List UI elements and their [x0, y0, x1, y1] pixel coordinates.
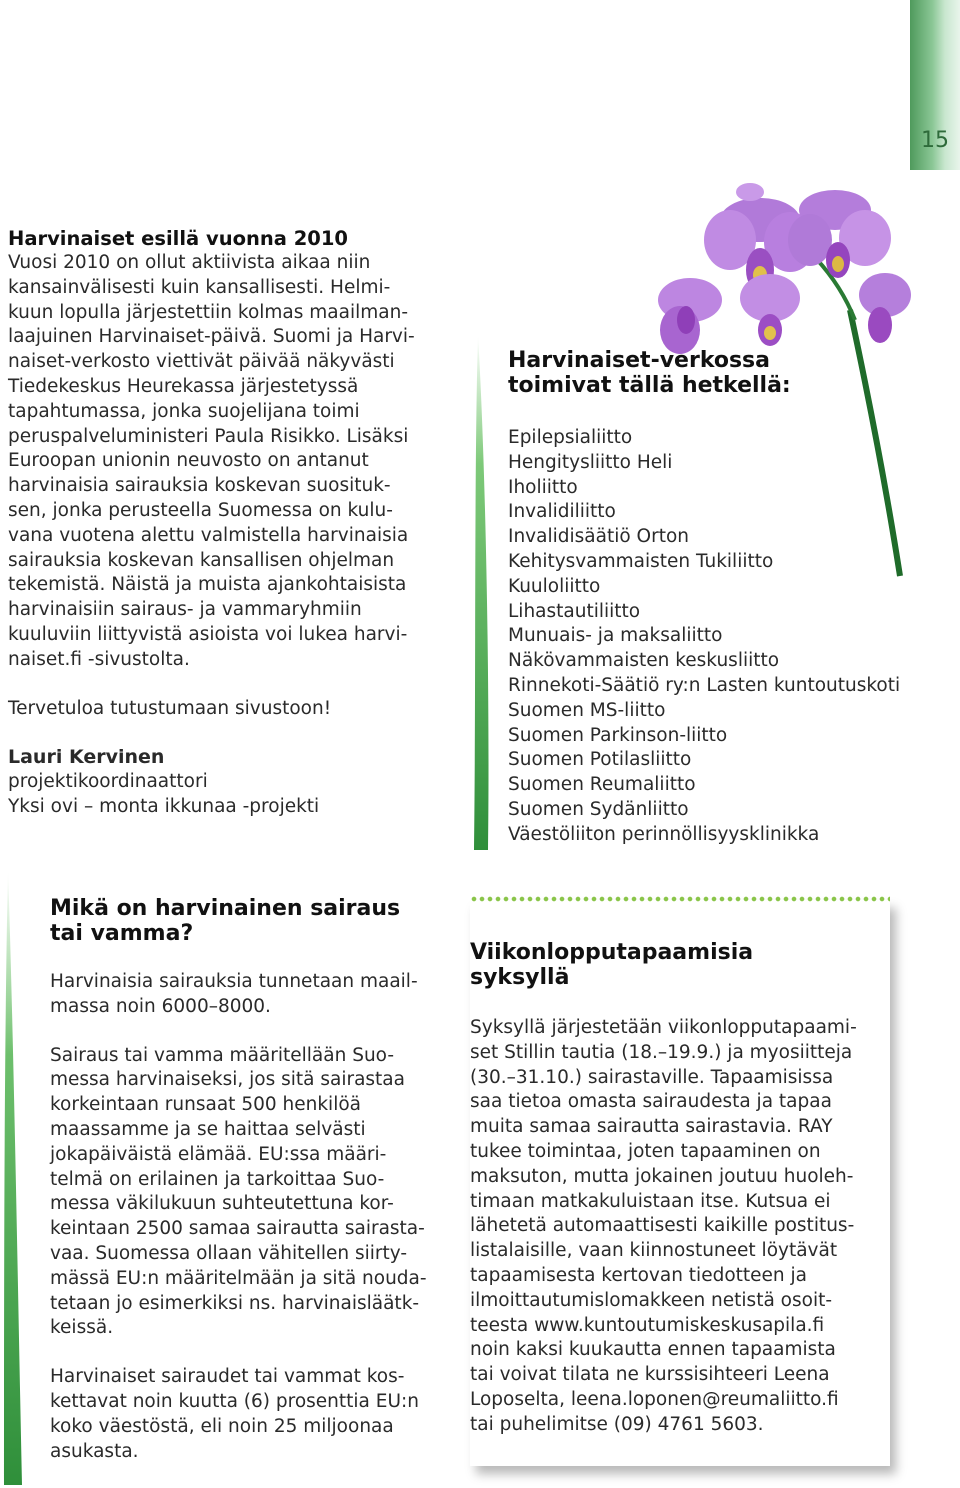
text-line: kuun lopulla järjestettiin kolmas maailman-: [8, 301, 409, 323]
text-line: saa tietoa omasta sairaudesta ja tapaa: [470, 1091, 832, 1113]
list-item: Suomen Sydänliitto: [508, 798, 689, 820]
weekend-title-line: syksyllä: [470, 965, 570, 990]
text-line: jokapäiväistä elämää. EU:ssa määri-: [50, 1143, 387, 1165]
weekend-title-line: Viikonlopputapaamisia: [470, 940, 754, 965]
weekend-body: [470, 1016, 890, 1438]
welcome-text: Tervetuloa tutustumaan sivustoon!: [8, 697, 332, 719]
text-line: tapaamisesta kertovan tiedotteen ja: [470, 1264, 807, 1286]
text-line: listalaisille, vaan kiinnostuneet löytävät: [470, 1240, 838, 1262]
text-line: tapahtumassa, jonka suojelijana toimi: [8, 400, 360, 422]
network-box: [472, 330, 932, 850]
text-line: telmä on erilainen ja tarkoittaa Suo-: [50, 1168, 385, 1190]
text-line: korkeintaan runsaat 500 henkilöä: [50, 1094, 361, 1116]
author-role: projektikoordinaattori: [8, 771, 208, 793]
text-line: harvinaisia sairauksia koskevan suosituk-: [8, 475, 391, 497]
text-line: mässä EU:n määritelmään ja sitä nouda-: [50, 1267, 427, 1289]
text-line: Harvinaiset sairaudet tai vammat kos-: [50, 1366, 405, 1388]
text-line: keissä.: [50, 1317, 114, 1339]
rare-paragraph-3: [50, 1365, 440, 1464]
list-item: Rinnekoti-Säätiö ry:n Lasten kuntoutuskoti: [508, 674, 901, 696]
text-line: tekemistä. Näistä ja muista ajankohtaisista: [8, 574, 407, 596]
orchid-flower: [788, 190, 891, 278]
text-line: sen, jonka perusteella Suomessa on kulu-: [8, 499, 393, 521]
text-line: Harvinaisia sairauksia tunnetaan maail-: [50, 971, 418, 992]
text-line: Tiedekeskus Heurekassa järjestetyssä: [8, 375, 359, 397]
text-line: (30.–31.10.) sairastaville. Tapaamisissa: [470, 1066, 834, 1088]
author-project: Yksi ovi – monta ikkunaa -projekti: [8, 795, 320, 817]
text-line: Euroopan unionin neuvosto on antanut: [8, 450, 369, 472]
list-item: Kuuloliitto: [508, 575, 601, 597]
text-line: asukasta.: [50, 1440, 139, 1462]
text-line: set Stillin tautia (18.–19.9.) ja myosiitteja: [470, 1041, 853, 1063]
weekend-meetings-box: [470, 900, 890, 1466]
text-line: maassamme ja se haittaa selvästi: [50, 1118, 366, 1140]
list-item: Invalidiliitto: [508, 501, 616, 523]
text-line: Syksyllä järjestetään viikonlopputapaami-: [470, 1017, 857, 1038]
text-line: tai voivat tilata ne kurssisihteeri Leena: [470, 1364, 830, 1386]
text-line: laajuinen Harvinaiset-päivä. Suomi ja Harvi-: [8, 326, 415, 348]
text-line: noin kaksi kuukautta ennen tapaamista: [470, 1339, 836, 1361]
author-name: Lauri Kervinen: [8, 746, 165, 769]
list-item: Suomen Parkinson-liitto: [508, 724, 728, 746]
text-line: naiset-verkosto viettivät päivää näkyvästi: [8, 351, 395, 373]
intro-heading: Harvinaiset esillä vuonna 2010: [8, 227, 348, 250]
text-line: Vuosi 2010 on ollut aktiivista aikaa niin: [8, 252, 371, 273]
list-item: Väestöliiton perinnöllisyysklinikka: [508, 823, 820, 845]
dotted-divider: [470, 896, 890, 902]
text-line: kuuluviin liittyvistä asioista voi lukea harvi-: [8, 623, 408, 645]
website-link[interactable]: teesta www.kuntoutumiskeskusapila.fi: [470, 1314, 825, 1336]
network-title-line: Harvinaiset-verkossa: [508, 348, 771, 373]
list-item: Lihastautiliitto: [508, 600, 641, 622]
weekend-title: [470, 940, 753, 990]
text-line: tetaan jo esimerkiksi ns. harvinaisläätk-: [50, 1292, 420, 1314]
rare-disease-title: [50, 896, 440, 946]
text-line: Sairaus tai vamma määritellään Suo-: [50, 1044, 395, 1066]
rare-title-line: tai vamma?: [50, 921, 194, 946]
text-line: tukee toimintaa, joten tapaaminen on: [470, 1140, 821, 1162]
page-number: 15: [921, 128, 949, 153]
list-item: Invalidisäätiö Orton: [508, 526, 689, 548]
text-line: harvinaisiin sairaus- ja vammaryhmiin: [8, 599, 362, 621]
list-item: Suomen MS-liitto: [508, 699, 666, 721]
text-line: kettavat noin kuutta (6) prosenttia EU:n: [50, 1390, 419, 1412]
text-line: ilmoittautumislomakkeen netistä osoit-: [470, 1289, 833, 1311]
list-item: Näkövammaisten keskusliitto: [508, 650, 780, 672]
rare-title-line: Mikä on harvinainen sairaus: [50, 896, 401, 921]
text-line: lähetetä automaattisesti kaikille postitus-: [470, 1215, 855, 1237]
text-line: keintaan 2500 samaa sairautta sairasta-: [50, 1218, 425, 1240]
list-item: Iholiitto: [508, 476, 578, 498]
text-line: vana vuotena alettu valmistella harvinaisia: [8, 524, 409, 546]
text-line: kansainvälisesti kuin kansallisesti. Helmi-: [8, 276, 391, 298]
text-line: messa harvinaiseksi, jos sitä sairastaa: [50, 1069, 405, 1091]
list-item: Hengitysliitto Heli: [508, 451, 673, 473]
list-item: Suomen Potilasliitto: [508, 749, 692, 771]
network-title-line: toimivat tällä hetkellä:: [508, 373, 791, 398]
network-title: [508, 348, 791, 398]
network-member-list: [508, 426, 900, 848]
list-item: Kehitysvammaisten Tukiliitto: [508, 550, 774, 572]
text-line: timaan matkakuluistaan itse. Kutsua ei: [470, 1190, 831, 1212]
rare-paragraph-2: [50, 1044, 440, 1342]
text-line: peruspalveluministeri Paula Risikko. Lisäksi: [8, 425, 409, 447]
text-line: maksuton, mutta jokainen joutuu huoleh-: [470, 1165, 854, 1187]
text-line: vaa. Suomessa ollaan vähitellen siirty-: [50, 1242, 408, 1264]
text-line: messa väkilukuun suhteutettuna kor-: [50, 1193, 394, 1215]
rare-paragraph-1: [50, 970, 440, 1020]
rare-disease-box: [0, 870, 450, 1485]
text-line: naiset.fi -sivustolta.: [8, 648, 190, 670]
text-line: sairauksia koskevan kansallisen ohjelman: [8, 549, 395, 571]
rare-disease-content: [50, 896, 440, 1488]
text-line: massa noin 6000–8000.: [50, 995, 271, 1017]
text-line: tai puhelimitse (09) 4761 5603.: [470, 1413, 764, 1435]
list-item: Munuais- ja maksaliitto: [508, 625, 723, 647]
list-item: Epilepsialiitto: [508, 427, 633, 448]
text-line: koko väestöstä, eli noin 25 miljoonaa: [50, 1415, 394, 1437]
email-link[interactable]: Loposelta, leena.loponen@reumaliitto.fi: [470, 1388, 839, 1410]
list-item: Suomen Reumaliitto: [508, 774, 696, 796]
orchid-bud: [736, 183, 764, 201]
text-line: muita samaa sairautta sairastavia. RAY: [470, 1116, 833, 1138]
